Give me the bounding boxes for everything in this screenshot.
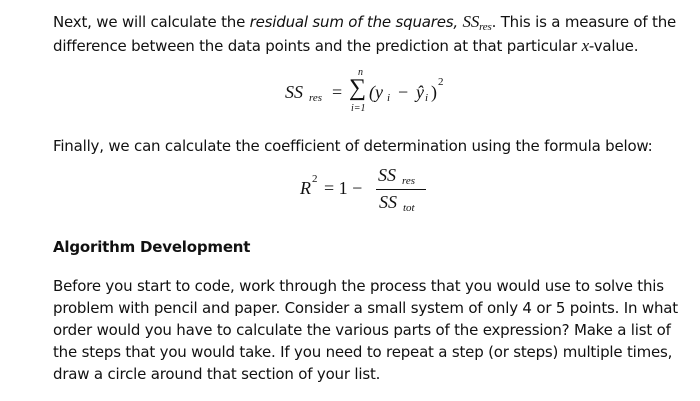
eq1-sum-lower: i=1 [351, 103, 366, 114]
eq1-lhs: SS [285, 82, 303, 102]
eq2-numerator: SS [378, 165, 396, 185]
eq1-power: 2 [438, 76, 444, 88]
eq2-equals: = 1 − [324, 178, 363, 198]
eq1-equals: = [332, 82, 343, 102]
text-end: -value. [588, 37, 639, 55]
eq1-body-sub: i [387, 92, 391, 104]
fraction-line [376, 189, 426, 190]
eq1-close: ) [431, 82, 437, 102]
eq2-lhs-power: 2 [312, 173, 318, 185]
eq1-lhs-sub: res [309, 92, 323, 104]
eq1-yhat-sub: i [425, 92, 429, 104]
ss-symbol-sub: res [479, 21, 492, 33]
eq1-yhat: ŷ [416, 82, 424, 102]
equation-r-squared [300, 163, 440, 219]
residual-term: residual sum of the squares, [249, 13, 458, 31]
text-after: . This is a measure of the difference between the data points and the prediction at that particular [53, 13, 677, 55]
equation-ss-res [285, 60, 465, 120]
paragraph-algorithm: Before you start to code, work through the process that you would use to solve this problem with pencil and paper. Consider a small system of only 4 or 5 points. In what order would you have to calculate the various parts of the expression? Make a list of the steps that you would take. If you need to repeat a step (or steps) multiple times, draw a circle around that section of your list. [53, 277, 678, 383]
eq2-numerator-sub: res [402, 175, 416, 187]
sigma-symbol: ∑ [349, 75, 367, 101]
x-variable: x [581, 36, 589, 55]
eq1-body: (y [369, 82, 383, 102]
eq1-minus: − [398, 82, 409, 102]
paragraph-residual-sum [53, 11, 678, 57]
text-before: Next, we will calculate the [53, 13, 250, 31]
eq1-sum-upper: n [358, 67, 363, 78]
eq2-denominator-sub: tot [403, 202, 415, 214]
section-heading: Algorithm Development [53, 238, 251, 256]
eq2-lhs: R [300, 178, 311, 198]
ss-symbol: SS [462, 12, 480, 31]
eq2-denominator: SS [379, 192, 397, 212]
paragraph-coefficient: Finally, we can calculate the coefficient of determination using the formula below: [53, 137, 653, 155]
